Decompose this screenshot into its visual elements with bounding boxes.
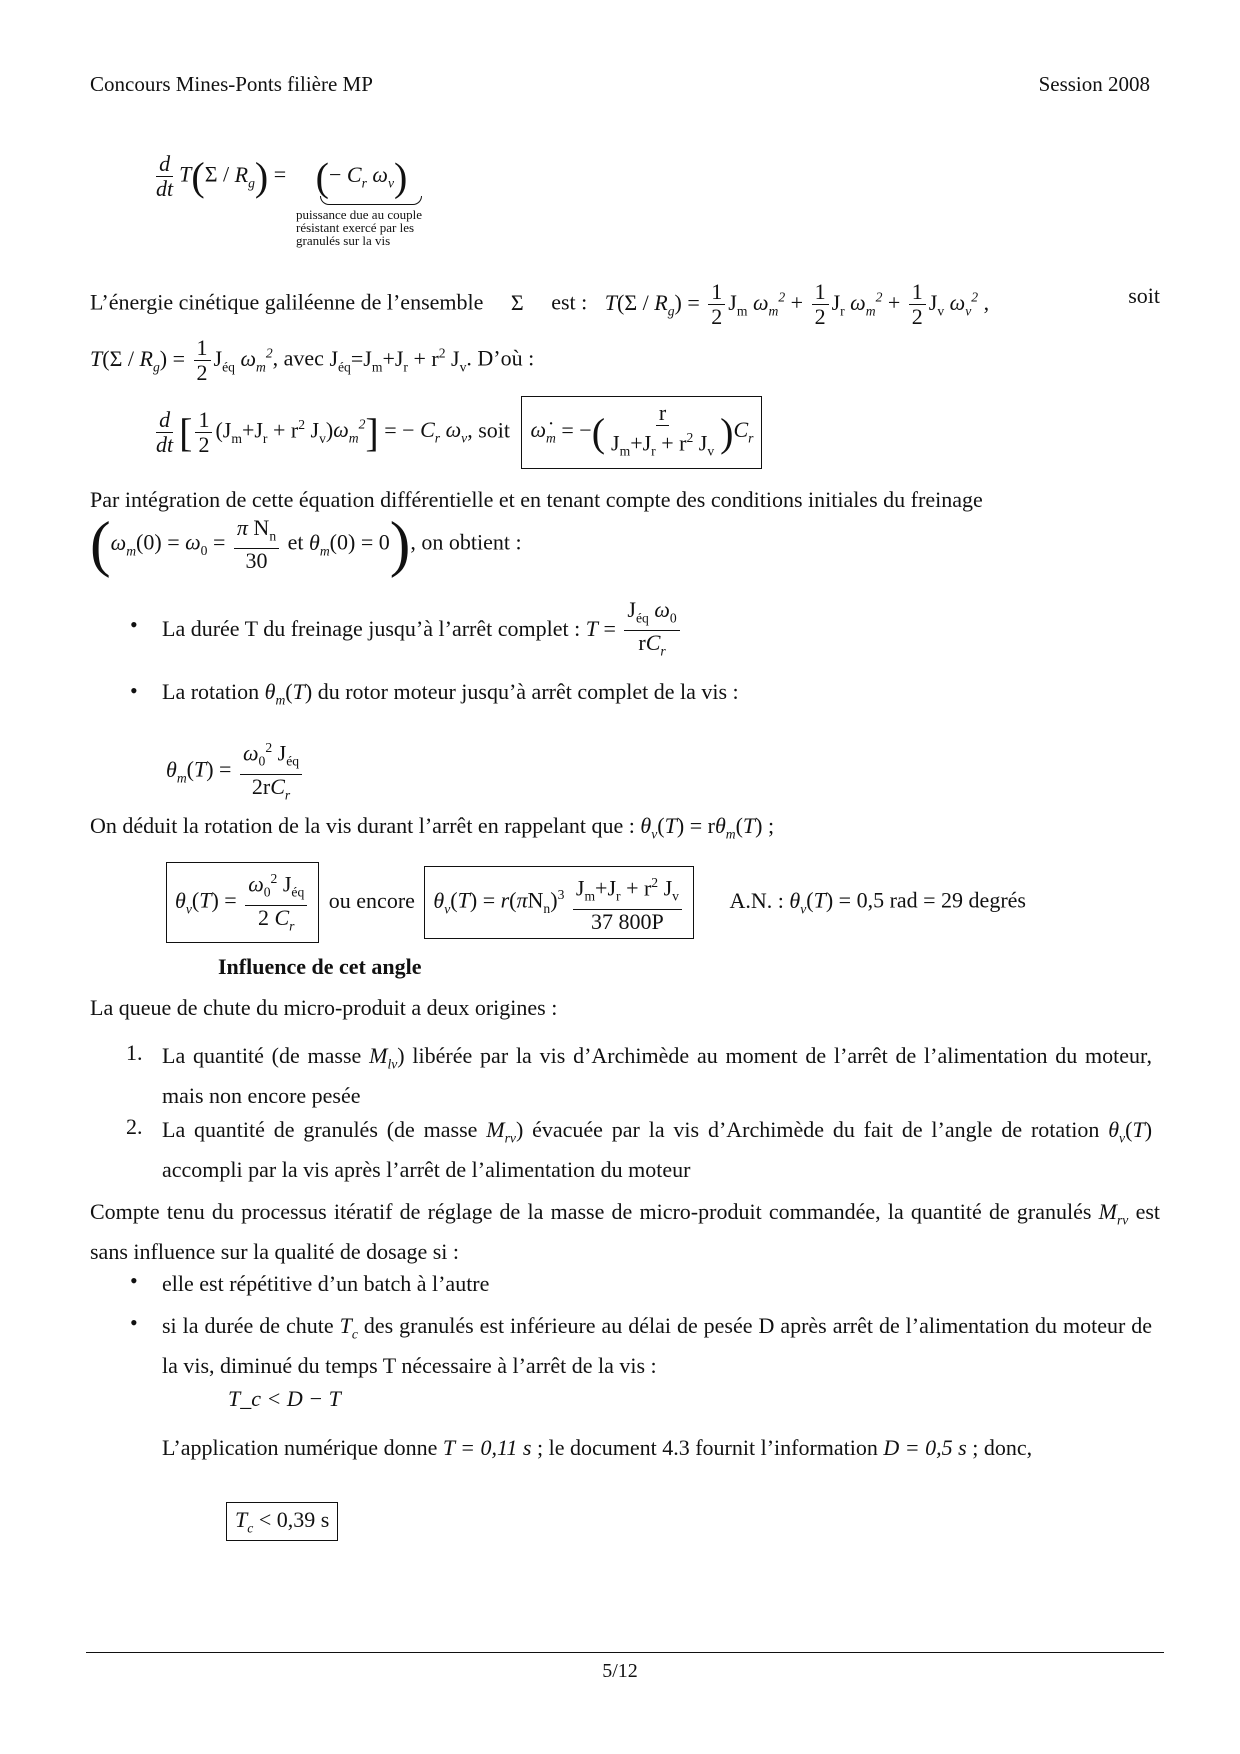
- paragraph-integration: Par intégration de cette équation différentielle et en tenant compte des conditions initiales du freinage: [90, 487, 983, 512]
- boxed-theta-v-alt: $\theta_v(T) = r(\pi N_n)^3$ $\frac{J_m+J_r + r^2 J_v}{37 800P}$: [424, 866, 694, 939]
- bullet-dot: •: [130, 678, 138, 703]
- equation-dT-dt: $\frac{d}{dt}$ $T(\Sigma / R_g)$ = (− $C_r$ $\omega_v$): [156, 151, 408, 201]
- paragraph-numeric: L’application numérique donne T = 0,11 s ; le document 4.3 fournit l’information D = 0,5 s ; donc,: [162, 1435, 1033, 1460]
- paragraph-process: Compte tenu du processus itératif de réglage de la masse de micro-produit commandée, la quantité de granulés $M_{rv}$ est sans influence sur la qualité de dosage si :: [90, 1199, 1161, 1265]
- list-item-2: La quantité de granulés (de masse $M_{rv}$) évacuée par la vis d’Archimède du fait de l’angle de rotation $\theta_v(T)$ accompli par la vis après l’arrêt de l’alimentation du moteur: [162, 1117, 1153, 1183]
- list-number: 2.: [126, 1114, 143, 1139]
- bullet-dot: •: [130, 1268, 138, 1293]
- bullet-rotation: La rotation $\theta_m(T)$ du rotor moteur jusqu’à arrêt complet de la vis :: [162, 679, 739, 708]
- list-item-1: La quantité (de masse $M_{lv}$) libérée par la vis d’Archimède au moment de l’arrêt de l’alimentation du moteur, mais non encore pesée: [162, 1043, 1152, 1109]
- annotation: puissance due au couple résistant exercé par les granulés sur la vis: [296, 207, 422, 248]
- footer-rule: [86, 1652, 1164, 1653]
- paragraph-jeq: $T(\Sigma / R_g)$ = $\frac{1}{2}$ $J_{éq}$ $\omega_m^2$, avec $J_{éq}=J_m+J_r + r^2$ $J_v$. D’où :: [90, 335, 535, 385]
- underbrace: [320, 196, 422, 205]
- page-number: 5/12: [602, 1660, 638, 1682]
- header-right: Session 2008: [1038, 72, 1150, 96]
- boxed-tc: $T_c < 0,39$ s: [226, 1502, 338, 1541]
- bullet-duration: La durée T du freinage jusqu’à l’arrêt complet : T = $\frac{J_{éq} \omega_0}{rC_r}$: [162, 598, 1152, 664]
- inequality: T_c < D − T: [228, 1386, 341, 1411]
- boxed-theta-v: $\theta_v(T)$ = $\frac{\omega_0^2 J_{éq}}{2 C_r}$: [166, 862, 319, 943]
- equation-theta-m: $\theta_m(T)$ = $\frac{\omega_0^2 J_{éq}}{2rC_r}$: [166, 736, 305, 807]
- bullet-dot: •: [130, 1310, 138, 1335]
- final-result: [226, 1502, 338, 1541]
- list-number: 1.: [126, 1040, 143, 1065]
- initial-conditions: ($\omega_m(0) = \omega_0$ = $\frac{\pi N_n}{30}$ et $\theta_m(0) = 0$), on obtient :: [90, 510, 522, 579]
- section-title: Influence de cet angle: [218, 954, 422, 979]
- bullet-repetitive: elle est répétitive d’un batch à l’autre: [162, 1271, 490, 1296]
- paragraph-two-origins: La queue de chute du micro-produit a deux origines :: [90, 995, 558, 1020]
- results-line: $\theta_v(T)$ = $\frac{\omega_0^2 J_{éq}}{2 C_r}$ ou encore $\theta_v(T) = r(\pi N_n)^3$ $\frac{J_m+J_r + r^2 J_v}{37 800P}$ A.N. : $\theta_v(T) = 0,5$ rad = 29 degrés: [166, 862, 1026, 943]
- header-left: Concours Mines-Ponts filière MP: [90, 72, 373, 96]
- boxed-omega-dot: $\omegȧ_m$ = −( $\frac{r}{J_m+J_r + r^2 J_v}$ )$C_r$: [521, 396, 762, 469]
- paragraph-kinetic-energy: L’énergie cinétique galiléenne de l’ensemble Σ est : $T(\Sigma / R_g)$ = $\frac{1}{2}$ $J_m$ $\omega_m^2$ + $\frac{1}{2}$ $J_r$ $\omega_m^2$ + $\frac{1}{2}$ $J_v$ $\omega_v^2$ , soit: [90, 279, 1160, 329]
- bullet-fall-duration: si la durée de chute $T_c$ des granulés est inférieure au délai de pesée D après arrêt de l’alimentation du moteur de la vis, diminué du temps T nécessaire à l’arrêt de la vis :: [162, 1313, 1153, 1379]
- equation-derivative: $\frac{d}{dt}$ [ $\frac{1}{2}$ ($J_m+J_r + r^2$ $J_v)\omega_m^2$] = − $C_r$ $\omega_v$, soit $\omegȧ_m$ = −( $\frac{r}{J_m+J_r + r^2 J_v}$ )$C_r$: [150, 396, 762, 469]
- paragraph-vis-rotation: On déduit la rotation de la vis durant l’arrêt en rappelant que : $\theta_v(T) = r\theta_m(T)$ ;: [90, 813, 775, 842]
- bullet-dot: •: [130, 612, 138, 637]
